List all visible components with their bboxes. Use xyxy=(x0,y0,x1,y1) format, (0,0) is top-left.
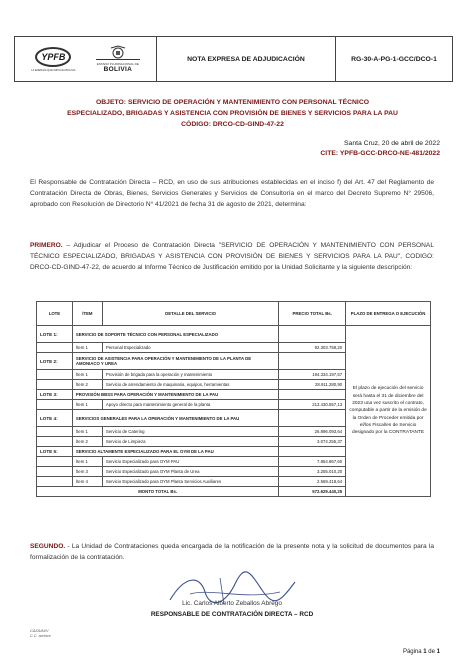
empty-cell xyxy=(37,457,73,467)
empty-cell xyxy=(279,326,346,343)
empty-cell xyxy=(37,427,73,437)
empty-cell xyxy=(37,400,73,410)
empty-cell xyxy=(279,410,346,427)
initials-line: CAZA/AVV xyxy=(30,629,49,633)
empty-cell xyxy=(37,370,73,380)
segundo-lead: SEGUNDO. xyxy=(30,543,66,550)
primero-text: – Adjudicar el Proceso de Contratación Directa "SERVICIO DE OPERACIÓN Y MANTENIMIENTO CON PERSONAL TÉCNICO ESPECIALIZADO, BRIGADAS Y ASISTENCIA CON PROVISIÓN DE BIENES Y SERVICIOS PARA LA PAU", CODIGO: DRCO-CD-GIND-47-22, de acuerdo al Informe Técnico de Justificación emitido por la Unidad Solicitante y la siguiente descripción: xyxy=(30,242,434,271)
bolivia-logo xyxy=(96,45,140,73)
lote-title: PROVISIÓN BBSS PARA OPERACIÓN Y MANTENIMIENTO DE LA PAU xyxy=(72,390,278,400)
objeto-line: OBJETO: SERVICIO DE OPERACIÓN Y MANTENIMIENTO CON PERSONAL TÉCNICO xyxy=(95,99,370,106)
lote-label: LOTE 1: xyxy=(37,326,73,343)
lote-title: SERVICIO DE ASISTENCIA PARA OPERACIÓN Y MANTENIMIENTO DE LA PLANTA DE AMONIACO Y UREA xyxy=(72,353,278,370)
detail-cell: Apoyo directo para mantenimiento general de la planta xyxy=(102,400,278,410)
item-cell: Ítem 1 xyxy=(72,400,102,410)
bolivia-logo-big: BOLIVIA xyxy=(103,66,133,73)
logos-cell xyxy=(15,37,157,81)
empty-cell xyxy=(37,477,73,487)
primero-lead: PRIMERO. xyxy=(30,242,63,249)
price-cell: 213.430.557,13 xyxy=(279,400,346,410)
plazo-cell: El plazo de ejecución del servicio será hasta el 31 de diciembre del 2023 una vez suscrito el contrato, computable a partir de la emisión de la Orden de Proceder emitida por el/los Fiscal/es de Servicio designado por la CONTRATANTE xyxy=(346,326,431,497)
empty-cell xyxy=(37,343,73,353)
header-code: RG-30-A-PG-1-GCC/DCO-1 xyxy=(351,55,437,63)
table-header-row xyxy=(37,302,431,326)
price-cell: 194.334.197,57 xyxy=(279,370,346,380)
adjudication-table xyxy=(36,301,431,497)
detail-cell: Servicio de Catering xyxy=(102,427,278,437)
lote-title: SERVICIO ALTAMENTE ESPECIALIZADO PARA EL OYM DE LA PAU xyxy=(72,447,278,457)
ypfb-logo-tagline: LA ENERGÍA QUE IMPULSA BOLIVIA xyxy=(31,68,76,72)
total-label: MONTO TOTAL Bs. xyxy=(37,487,279,497)
date-line: Santa Cruz, 20 de abril de 2022 xyxy=(344,140,440,147)
price-cell: 7.854.867,60 xyxy=(279,457,346,467)
item-cell: Ítem 2 xyxy=(72,437,102,447)
header-detalle: DETALLE DEL SERVICIO xyxy=(102,302,278,326)
table-row xyxy=(37,326,431,343)
item-cell: Ítem 1 xyxy=(72,343,102,353)
total-value: 572.629.440,25 xyxy=(279,487,346,497)
detail-cell: Servicio Especializado para OYM Planta de Urea xyxy=(102,467,278,477)
objeto-code: CÓDIGO: DRCO-CD-GIND-47-22 xyxy=(181,121,284,128)
empty-cell xyxy=(37,380,73,390)
header-title: NOTA EXPRESA DE ADJUDICACIÓN xyxy=(157,37,336,81)
intro-paragraph: El Responsable de Contratación Directa – RCD, en uso de sus atribuciones establecidas en el inciso f) del Art. 47 del Reglamento de Contratación Directa de Obras, Bienes, Servicios Generales y Servicios de Consultoría en el marco del Decreto Supremo N° 29506, aprobado con Resolución de Directorio N° 41/2021 de fecha 31 de agosto de 2021, determina: xyxy=(30,179,434,208)
item-cell: Ítem 4 xyxy=(72,477,102,487)
ypfb-logo-mark: YPFB xyxy=(35,47,71,67)
bolivia-logo-small: ESTADO PLURINACIONAL DE xyxy=(96,62,139,66)
objeto-block xyxy=(30,97,435,130)
detail-cell: Servicio de arrendamiento de maquinaria, equipos, herramientas xyxy=(102,380,278,390)
segundo-text: - La Unidad de Contrataciones queda encargada de la notificación de la presente nota y la solicitud de documentos para la formalización de la contratación. xyxy=(30,543,434,561)
initials-block xyxy=(30,629,51,639)
objeto-line: ESPECIALIZADO, BRIGADAS Y ASISTENCIA CON PROVISIÓN DE BIENES Y SERVICIOS PARA LA PAU xyxy=(67,110,398,117)
lote-label: LOTE 4: xyxy=(37,410,73,427)
header-lote: LOTE xyxy=(37,302,73,326)
segundo-paragraph xyxy=(30,542,434,564)
page-prefix: Página xyxy=(402,649,424,655)
price-cell: 2.569.418,64 xyxy=(279,477,346,487)
copy-line: C.C. archivo xyxy=(30,634,51,638)
item-cell: Ítem 3 xyxy=(72,467,102,477)
price-cell: 28.911.280,90 xyxy=(279,380,346,390)
page-number xyxy=(403,649,440,655)
page-current: 1 xyxy=(423,649,427,655)
empty-cell xyxy=(279,447,346,457)
detail-cell: Servicio Especializado para OYM Planta Servicios Auxiliares xyxy=(102,477,278,487)
item-cell: Ítem 1 xyxy=(72,370,102,380)
coat-of-arms-icon xyxy=(109,45,127,59)
price-cell: 3.255.010,20 xyxy=(279,467,346,477)
lote-label: LOTE 3: xyxy=(37,390,73,400)
page-total: 1 xyxy=(436,649,440,655)
detail-cell: Servicio Especializado para OYM PAU xyxy=(102,457,278,467)
page-sep: de xyxy=(426,649,437,655)
detail-cell: Provisión de brigada para la operación y mantenimiento xyxy=(102,370,278,380)
item-cell: Ítem 1 xyxy=(72,427,102,437)
lote-label: LOTE 5: xyxy=(37,447,73,457)
detail-cell: Personal Especializado xyxy=(102,343,278,353)
primero-paragraph xyxy=(30,241,434,273)
empty-cell xyxy=(279,353,346,370)
header-item: ÍTEM xyxy=(72,302,102,326)
signatory-role: RESPONSABLE DE CONTRATACIÓN DIRECTA – RCD xyxy=(150,611,314,618)
empty-cell xyxy=(37,437,73,447)
detail-cell: Servicio de Limpieza xyxy=(102,437,278,447)
price-cell: 92.303.759,20 xyxy=(279,343,346,353)
signatory-name: Lic. Carlos Alberto Zeballos Abrego xyxy=(182,600,282,607)
header-precio: PRECIO TOTAL Bs. xyxy=(279,302,346,326)
item-cell: Ítem 2 xyxy=(72,380,102,390)
cite-line: CITE: YPFB-GCC-DRCO-NE-481/2022 xyxy=(320,150,440,157)
lote-title: SERVICIOS GENERALES PARA LA OPERACIÓN Y MANTENIMIENTO DE LA PAU xyxy=(72,410,278,427)
header-plazo: PLAZO DE ENTREGA O EJECUCIÓN xyxy=(346,302,431,326)
document-header xyxy=(14,36,453,82)
empty-cell xyxy=(279,390,346,400)
lote-title: SERVICIO DE SOPORTE TÉCNICO CON PERSONAL ESPECIALIZADO xyxy=(72,326,278,343)
logo-divider xyxy=(96,59,140,60)
empty-cell xyxy=(37,467,73,477)
lote-label: LOTE 2: xyxy=(37,353,73,370)
ypfb-logo xyxy=(31,47,75,72)
price-cell: 26.896.093,64 xyxy=(279,427,346,437)
item-cell: Ítem 1 xyxy=(72,457,102,467)
price-cell: 3.074.255,37 xyxy=(279,437,346,447)
